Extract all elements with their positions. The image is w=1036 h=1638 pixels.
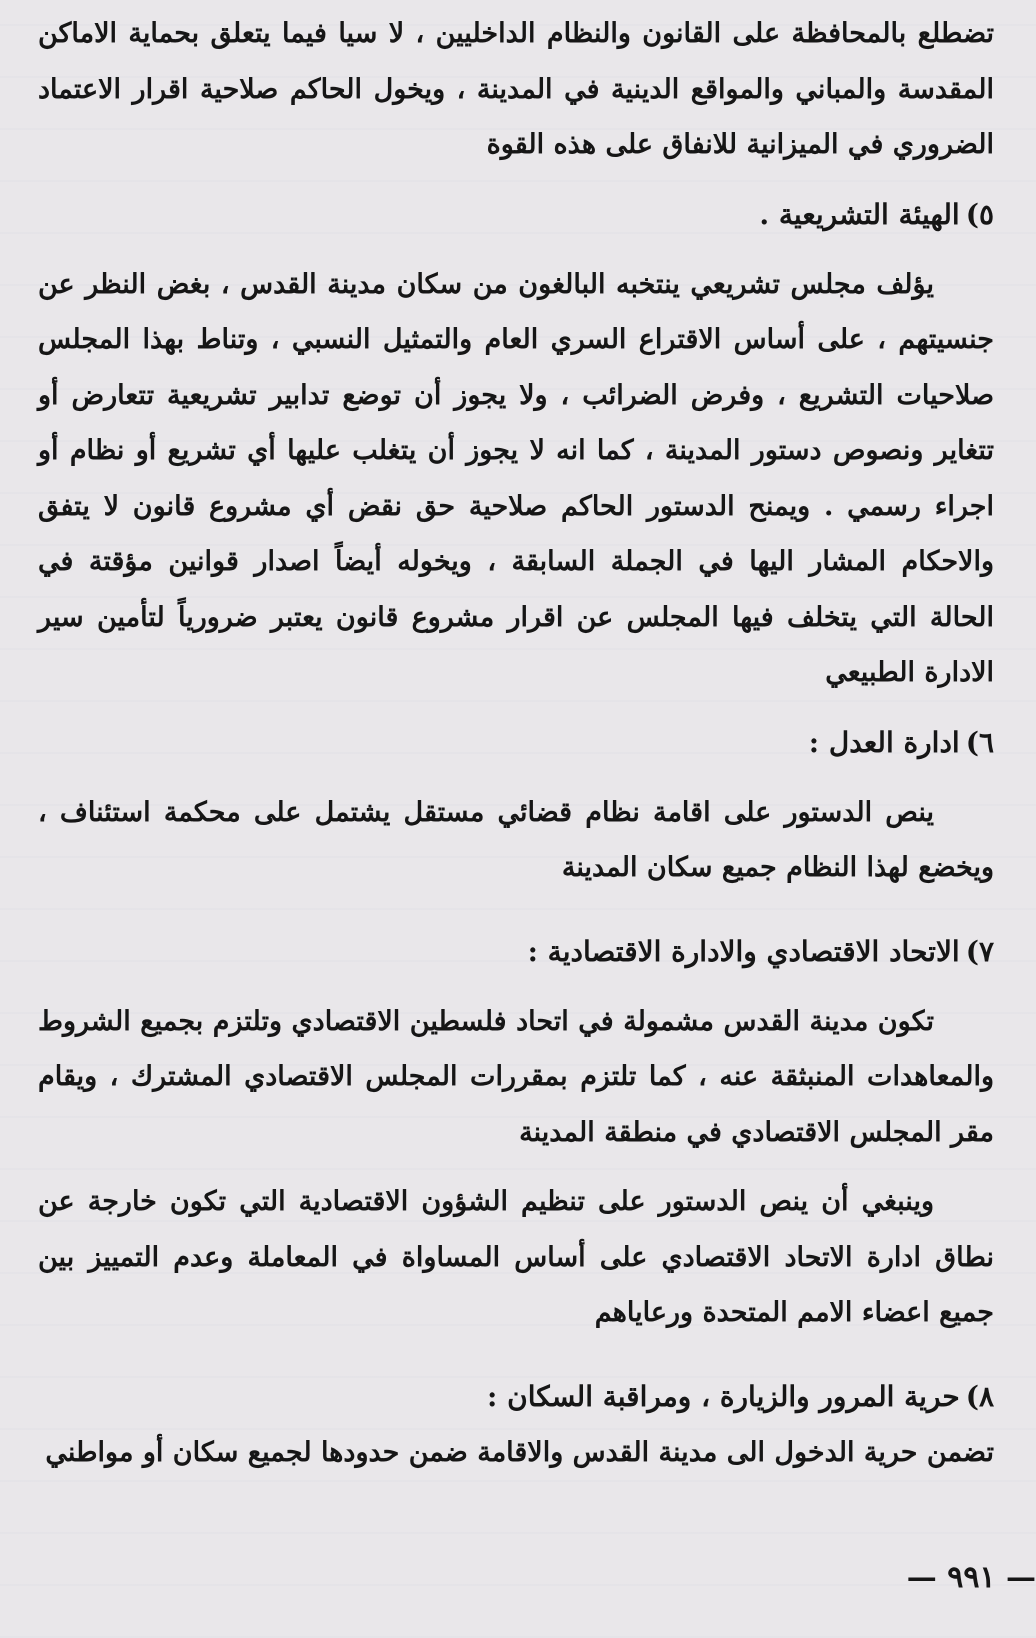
section-title-8: حرية المرور والزيارة ، ومراقبة السكان :	[487, 1379, 960, 1413]
section-heading-legislative-body	[38, 187, 994, 243]
section-number-7: ٧)	[965, 934, 994, 968]
section-title-7: الاتحاد الاقتصادي والادارة الاقتصادية :	[527, 934, 960, 968]
section-number-8: ٨)	[965, 1379, 994, 1413]
paragraph-freedom-of-entry: تضمن حرية الدخول الى مدينة القدس والاقامة ضمن حدودها لجميع سكان أو مواطني	[45, 1436, 994, 1468]
section-heading-economic-union	[38, 924, 994, 980]
section-number-6: ٦)	[965, 725, 994, 759]
paragraph-economic-affairs: وينبغي أن ينص الدستور على تنظيم الشؤون الاقتصادية التي تكون خارجة عن نطاق ادارة الاتحاد الاقتصادي على أساس المساواة في المعاملة وعدم التمييز بين جميع اعضاء الامم المتحدة ورعاياهم	[38, 1186, 994, 1328]
section-heading-administration-of-justice	[38, 715, 994, 771]
paragraph-police-force-continued: تضطلع بالمحافظة على القانون والنظام الداخليين ، لا سيا فيما يتعلق بحماية الاماكن المقدسة والمباني والمواقع الدينية في المدينة ، ويخول الحاكم صلاحية اقرار الاعتماد الضروري في الميزانية للانفاق على هذه القوة	[38, 18, 994, 160]
section-number-5: ٥)	[965, 197, 994, 231]
section-heading-freedom-of-transit	[38, 1369, 994, 1425]
page-number: — ٩٩١ —	[906, 1560, 1036, 1595]
paragraph-economic-union: تكون مدينة القدس مشمولة في اتحاد فلسطين الاقتصادي وتلتزم بجميع الشروط والمعاهدات المنبثقة عنه ، كما تلتزم بمقررات المجلس الاقتصادي المشترك ، ويقام مقر المجلس الاقتصادي في منطقة المدينة	[38, 1005, 994, 1148]
section-title-6: ادارة العدل :	[808, 725, 960, 759]
section-title-5: الهيئة التشريعية .	[759, 197, 960, 231]
paragraph-legislative-council: يؤلف مجلس تشريعي ينتخبه البالغون من سكان مدينة القدس ، بغض النظر عن جنسيتهم ، على أساس الاقتراع السري العام والتمثيل النسبي ، وتناط بهذا المجلس صلاحيات التشريع ، وفرض الضرائب ، ولا يجوز أن توضع تدابير تشريعية تتعارض أو تتغاير ونصوص دستور المدينة ، كما انه لا يجوز أن يتغلب عليها أي تشريع أو نظام أو اجراء رسمي . ويمنح الدستور الحاكم صلاحية حق نقض أي مشروع قانون لا يتفق والاحكام المشار اليها في الجملة السابقة ، ويخوله أيضاً اصدار قوانين مؤقتة في الحالة التي يتخلف فيها المجلس عن اقرار مشروع قانون يعتبر ضرورياً لتأمين سير الادارة الطبيعي	[38, 268, 994, 688]
paragraph-judicial-system: ينص الدستور على اقامة نظام قضائي مستقل يشتمل على محكمة استئناف ، ويخضع لهذا النظام جميع سكان المدينة	[38, 796, 994, 883]
